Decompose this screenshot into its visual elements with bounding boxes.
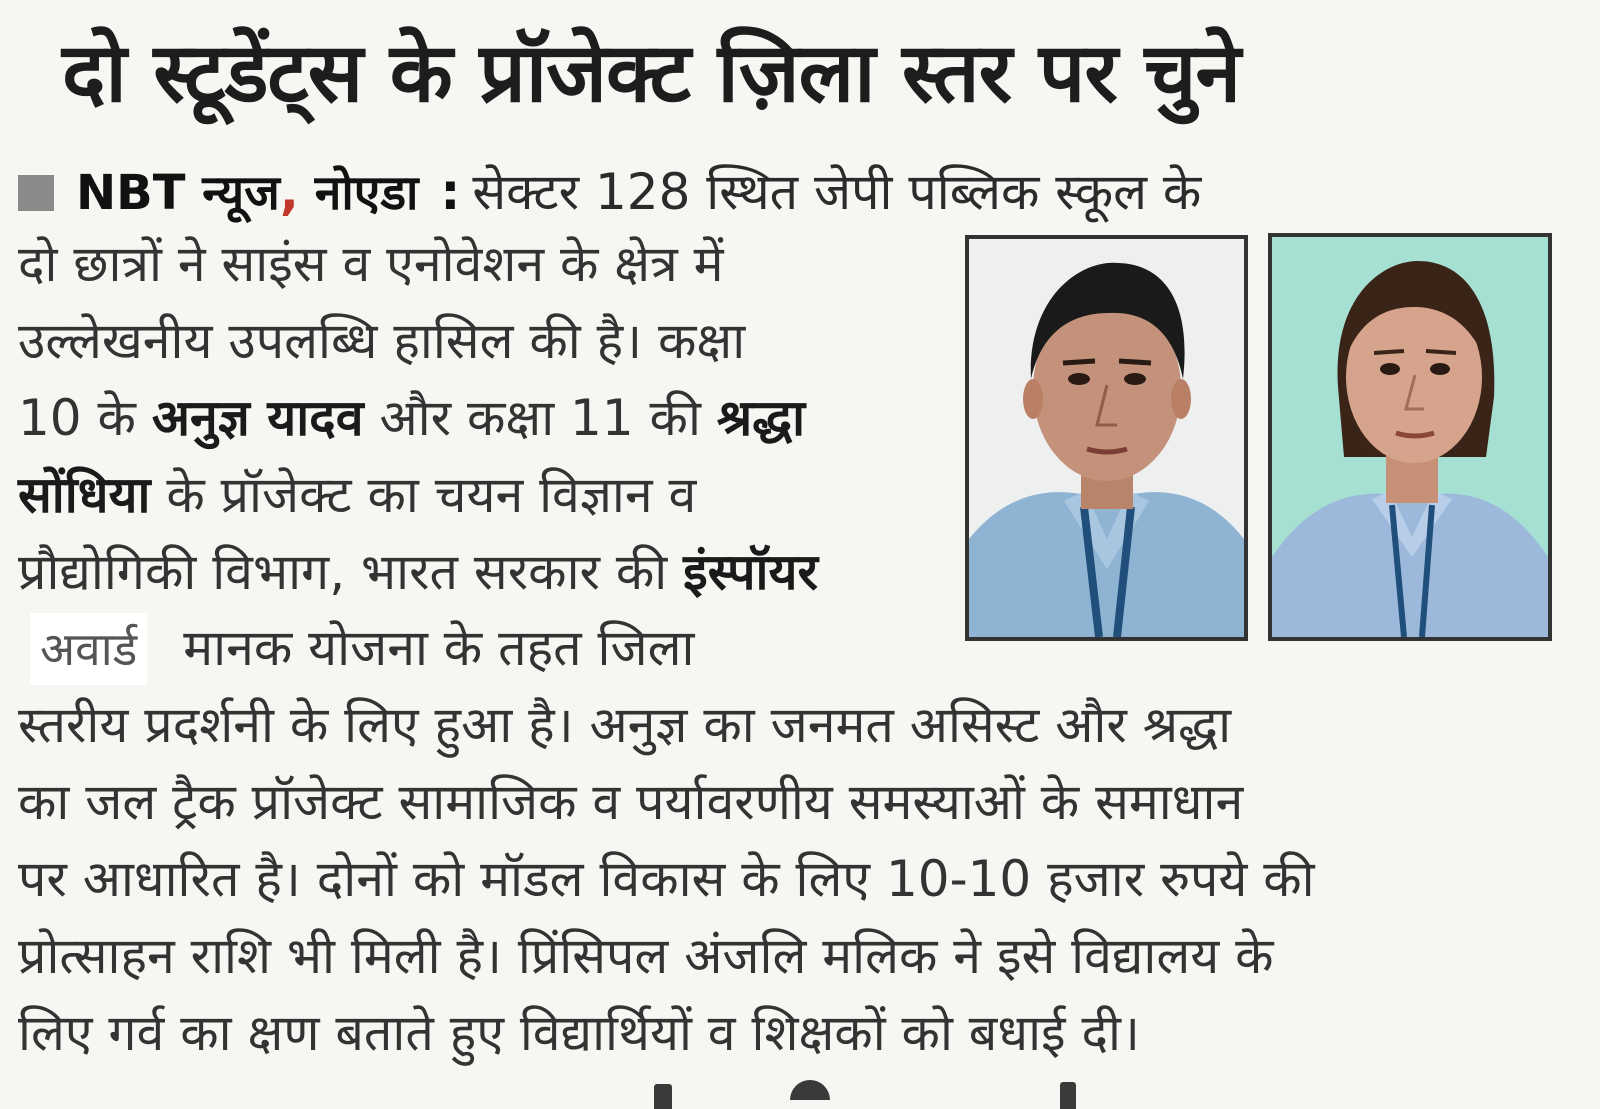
body-line-1: सेक्टर 128 स्थित जेपी पब्लिक स्कूल के	[472, 163, 1202, 221]
dateline-comma: ,	[279, 163, 299, 221]
body-line-2: दो छात्रों ने साइंस व एनोवेशन के क्षेत्र में	[18, 235, 724, 293]
body-line-6	[18, 536, 818, 608]
student-name-shraddha-first: श्रद्धा	[716, 389, 806, 447]
body-line-11: प्रोत्साहन राशि भी मिली है। प्रिंसिपल अंजलि मलिक ने इसे विद्यालय के	[18, 927, 1274, 985]
body-line-9: का जल ट्रैक प्रॉजेक्ट सामाजिक व पर्यावरणीय समस्याओं के समाधान	[18, 773, 1244, 831]
clipped-next-headline-fragment	[640, 1080, 1080, 1109]
student-photo-shraddha	[1268, 233, 1552, 641]
student-portrait-boy-icon	[969, 239, 1244, 637]
student-portrait-girl-icon	[1272, 237, 1548, 637]
body-line-12: लिए गर्व का क्षण बताते हुए विद्यार्थियों व शिक्षकों को बधाई दी।	[18, 1004, 1140, 1062]
fragment-mark	[1060, 1082, 1076, 1109]
text-span: मानक योजना के तहत जिला	[183, 619, 695, 677]
student-name-anugya: अनुज्ञ यादव	[151, 389, 364, 447]
body-line-5	[18, 459, 696, 531]
bullet-square-icon	[18, 175, 54, 211]
headline: दो स्टूडेंट्स के प्रॉजेक्ट ज़िला स्तर पर चुने	[62, 26, 1240, 121]
body-line-3: उल्लेखनीय उपलब्धि हासिल की है। कक्षा	[18, 312, 746, 370]
body-line-7	[30, 612, 694, 684]
body-line-8: स्तरीय प्रदर्शनी के लिए हुआ है। अनुज्ञ का जनमत असिस्ट और श्रद्धा	[18, 696, 1232, 754]
award-word: अवार्ड	[30, 613, 147, 685]
body-line-10: पर आधारित है। दोनों को मॉडल विकास के लिए 10-10 हजार रुपये की	[18, 850, 1315, 908]
student-photo-anugya	[965, 235, 1248, 641]
byline-row	[18, 156, 1201, 228]
dateline-source: NBT न्यूज	[76, 165, 280, 221]
dateline-place: नोएडा	[314, 165, 419, 221]
text-span: के प्रॉजेक्ट का चयन विज्ञान व	[166, 466, 697, 524]
student-name-shraddha-last: सोंधिया	[18, 466, 151, 524]
fragment-mark	[790, 1080, 830, 1100]
inspire-word: इंस्पॉयर	[683, 543, 818, 601]
fragment-mark	[654, 1084, 672, 1109]
text-span: और कक्षा 11 की	[379, 389, 701, 447]
text-span: 10 के	[18, 389, 136, 447]
body-line-4	[18, 382, 805, 454]
dateline-colon: :	[440, 163, 461, 221]
text-span: प्रौद्योगिकी विभाग, भारत सरकार की	[18, 543, 668, 601]
